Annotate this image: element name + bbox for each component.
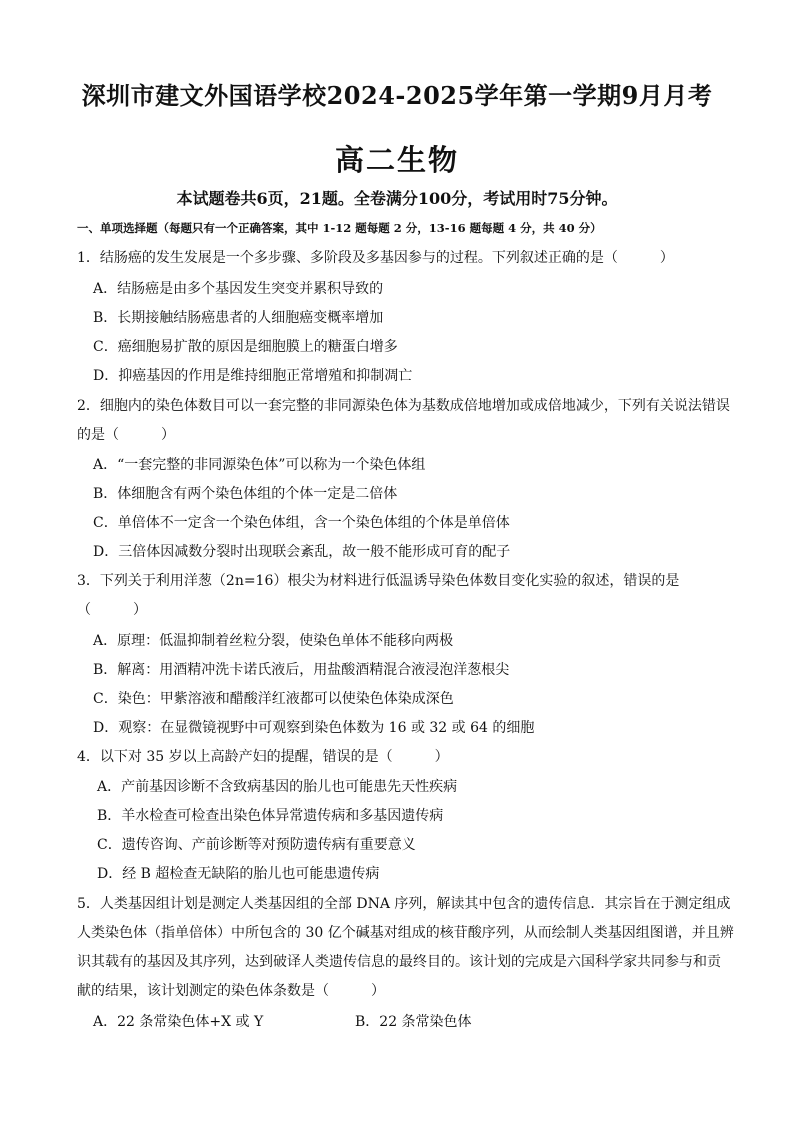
question-2-stem-line-2: 的是（ ） bbox=[77, 427, 175, 443]
question-2-option-b[interactable]: B．体细胞含有两个染色体组的个体一定是二倍体 bbox=[93, 486, 398, 502]
exam-info: 本试题卷共6页，21题。全卷满分100分，考试用时75分钟。 bbox=[176, 189, 618, 208]
question-3-option-c[interactable]: C．染色：甲紫溶液和醋酸洋红液都可以使染色体染成深色 bbox=[93, 691, 454, 707]
question-1-option-c[interactable]: C．癌细胞易扩散的原因是细胞膜上的糖蛋白增多 bbox=[93, 339, 398, 355]
question-2-stem-line-1: 2．细胞内的染色体数目可以一套完整的非同源染色体为基数成倍地增加或成倍地减少，下列有关说法错误 bbox=[77, 398, 730, 414]
question-3-stem-line-1: 3．下列关于利用洋葱（2n=16）根尖为材料进行低温诱导染色体数目变化实验的叙述，错误的是 bbox=[77, 573, 680, 589]
question-5-stem-line-1: 5．人类基因组计划是测定人类基因组的全部 DNA 序列，解读其中包含的遗传信息．其宗旨在于测定组成 bbox=[77, 896, 731, 912]
question-3-option-a[interactable]: A．原理：低温抑制着丝粒分裂，使染色单体不能移向两极 bbox=[93, 633, 454, 649]
question-1-option-a[interactable]: A．结肠癌是由多个基因发生突变并累积导致的 bbox=[93, 281, 384, 297]
question-5-stem-line-2: 人类染色体（指单倍体）中所包含的 30 亿个碱基对组成的核苷酸序列，从而绘制人类基因组图谱，并且辨 bbox=[77, 925, 734, 941]
question-4-option-a[interactable]: A．产前基因诊断不含致病基因的胎儿也可能患先天性疾病 bbox=[97, 779, 458, 795]
question-5-option-b[interactable]: B．22 条常染色体 bbox=[355, 1014, 472, 1030]
question-3-stem-line-2: （ ） bbox=[77, 602, 147, 618]
question-4-option-b[interactable]: B．羊水检查可检查出染色体异常遗传病和多基因遗传病 bbox=[97, 808, 444, 824]
subject-title: 高二生物 bbox=[334, 143, 459, 177]
question-4-option-d[interactable]: D．经 B 超检查无缺陷的胎儿也可能患遗传病 bbox=[97, 866, 380, 882]
question-4-option-c[interactable]: C．遗传咨询、产前诊断等对预防遗传病有重要意义 bbox=[97, 837, 416, 853]
exam-title: 深圳市建文外国语学校2024-2025学年第一学期9月月考 bbox=[81, 81, 713, 110]
section-heading: 一、单项选择题（每题只有一个正确答案，其中 1-12 题每题 2 分，13-16 题每题 4 分，共 40 分） bbox=[77, 221, 602, 235]
question-5-stem-line-3: 识其载有的基因及其序列，达到破译人类遗传信息的最终目的。该计划的完成是六国科学家共同参与和贡 bbox=[77, 954, 721, 970]
question-1-option-b[interactable]: B．长期接触结肠癌患者的人细胞癌变概率增加 bbox=[93, 310, 384, 326]
question-3-option-b[interactable]: B．解离：用酒精冲洗卡诺氏液后，用盐酸酒精混合液浸泡洋葱根尖 bbox=[93, 662, 510, 678]
question-2-option-a[interactable]: A．“一套完整的非同源染色体”可以称为一个染色体组 bbox=[93, 457, 426, 473]
question-3-option-d[interactable]: D．观察：在显微镜视野中可观察到染色体数为 16 或 32 或 64 的细胞 bbox=[93, 720, 535, 736]
question-4-stem: 4．以下对 35 岁以上高龄产妇的提醒，错误的是（ ） bbox=[77, 749, 449, 765]
question-5-stem-line-4: 献的结果，该计划测定的染色体条数是（ ） bbox=[77, 983, 385, 999]
question-2-option-c[interactable]: C．单倍体不一定含一个染色体组，含一个染色体组的个体是单倍体 bbox=[93, 515, 510, 531]
question-1-stem: 1．结肠癌的发生发展是一个多步骤、多阶段及多基因参与的过程。下列叙述正确的是（ ） bbox=[77, 250, 674, 266]
question-5-option-a[interactable]: A．22 条常染色体+X 或 Y bbox=[93, 1014, 264, 1030]
question-2-option-d[interactable]: D．三倍体因减数分裂时出现联会紊乱，故一般不能形成可育的配子 bbox=[93, 544, 511, 560]
question-1-option-d[interactable]: D．抑癌基因的作用是维持细胞正常增殖和抑制凋亡 bbox=[93, 368, 413, 384]
